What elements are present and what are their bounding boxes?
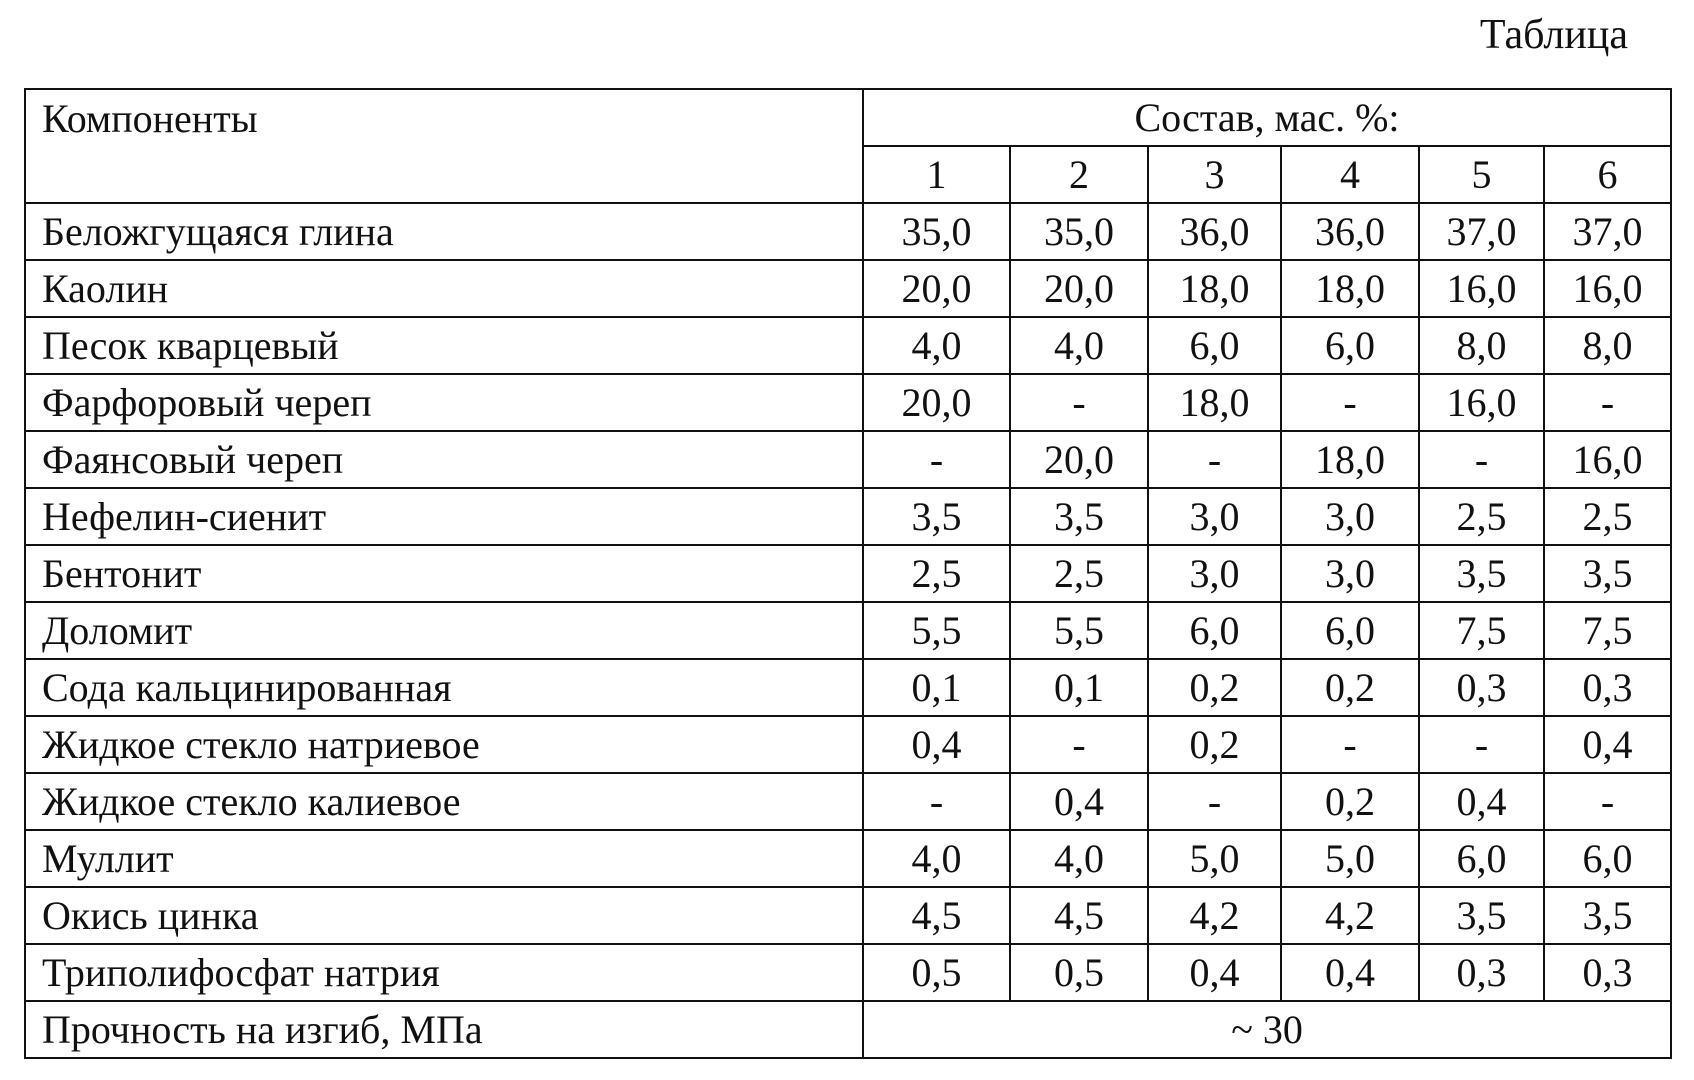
table-row bbox=[25, 488, 1671, 545]
component-name: Бентонит bbox=[25, 545, 863, 602]
component-name: Сода кальцинированная bbox=[25, 659, 863, 716]
composition-value: 3,5 bbox=[863, 488, 1010, 545]
composition-value: 20,0 bbox=[1010, 431, 1148, 488]
summary-value: ~ 30 bbox=[863, 1001, 1671, 1058]
component-name: Жидкое стекло натриевое bbox=[25, 716, 863, 773]
table-row bbox=[25, 773, 1671, 830]
composition-value: 36,0 bbox=[1148, 203, 1281, 260]
summary-label: Прочность на изгиб, МПа bbox=[25, 1001, 863, 1058]
composition-value: 0,3 bbox=[1419, 944, 1544, 1001]
composition-value: 4,2 bbox=[1281, 887, 1419, 944]
composition-value: 0,3 bbox=[1544, 944, 1671, 1001]
composition-value: 37,0 bbox=[1419, 203, 1544, 260]
composition-value: 6,0 bbox=[1148, 602, 1281, 659]
composition-value: 35,0 bbox=[863, 203, 1010, 260]
table-row bbox=[25, 944, 1671, 1001]
table-caption: Таблица bbox=[1479, 12, 1628, 58]
composition-value: - bbox=[863, 431, 1010, 488]
composition-header: Состав, мас. %: bbox=[863, 89, 1671, 146]
composition-value: 2,5 bbox=[863, 545, 1010, 602]
composition-value: 6,0 bbox=[1544, 830, 1671, 887]
composition-value: 2,5 bbox=[1544, 488, 1671, 545]
composition-value: 0,1 bbox=[1010, 659, 1148, 716]
composition-value: 3,0 bbox=[1281, 488, 1419, 545]
component-name: Нефелин-сиенит bbox=[25, 488, 863, 545]
composition-value: 0,3 bbox=[1419, 659, 1544, 716]
composition-value: 5,0 bbox=[1281, 830, 1419, 887]
component-name: Муллит bbox=[25, 830, 863, 887]
column-number: 6 bbox=[1544, 146, 1671, 203]
composition-value: 0,1 bbox=[863, 659, 1010, 716]
composition-value: 20,0 bbox=[863, 260, 1010, 317]
composition-value: 4,0 bbox=[1010, 830, 1148, 887]
composition-value: 2,5 bbox=[1010, 545, 1148, 602]
composition-value: 5,0 bbox=[1148, 830, 1281, 887]
composition-value: 7,5 bbox=[1419, 602, 1544, 659]
composition-value: 3,5 bbox=[1419, 545, 1544, 602]
composition-value: 0,4 bbox=[1148, 944, 1281, 1001]
composition-value: 2,5 bbox=[1419, 488, 1544, 545]
column-number: 3 bbox=[1148, 146, 1281, 203]
composition-value: - bbox=[1419, 716, 1544, 773]
component-name: Песок кварцевый bbox=[25, 317, 863, 374]
composition-table bbox=[24, 88, 1672, 1059]
components-header: Компоненты bbox=[25, 89, 863, 203]
table-row bbox=[25, 602, 1671, 659]
composition-value: 16,0 bbox=[1544, 431, 1671, 488]
composition-value: 0,4 bbox=[1544, 716, 1671, 773]
column-number: 4 bbox=[1281, 146, 1419, 203]
column-number: 5 bbox=[1419, 146, 1544, 203]
composition-value: 18,0 bbox=[1281, 260, 1419, 317]
table-row bbox=[25, 374, 1671, 431]
component-name: Триполифосфат натрия bbox=[25, 944, 863, 1001]
composition-value: - bbox=[1544, 374, 1671, 431]
composition-value: - bbox=[1544, 773, 1671, 830]
table-row bbox=[25, 431, 1671, 488]
component-name: Окись цинка bbox=[25, 887, 863, 944]
composition-value: - bbox=[1281, 716, 1419, 773]
composition-value: 6,0 bbox=[1281, 317, 1419, 374]
composition-value: 4,5 bbox=[1010, 887, 1148, 944]
composition-value: 18,0 bbox=[1148, 260, 1281, 317]
composition-value: - bbox=[1010, 374, 1148, 431]
composition-value: 0,2 bbox=[1148, 716, 1281, 773]
composition-value: 0,5 bbox=[863, 944, 1010, 1001]
composition-value: - bbox=[1148, 431, 1281, 488]
composition-value: 37,0 bbox=[1544, 203, 1671, 260]
component-name: Фарфоровый череп bbox=[25, 374, 863, 431]
composition-value: 16,0 bbox=[1544, 260, 1671, 317]
composition-value: - bbox=[1010, 716, 1148, 773]
composition-value: 3,5 bbox=[1544, 887, 1671, 944]
table-row bbox=[25, 317, 1671, 374]
composition-value: 3,5 bbox=[1010, 488, 1148, 545]
summary-row bbox=[25, 1001, 1671, 1058]
composition-value: 4,2 bbox=[1148, 887, 1281, 944]
composition-value: 20,0 bbox=[1010, 260, 1148, 317]
composition-value: 18,0 bbox=[1148, 374, 1281, 431]
composition-value: 6,0 bbox=[1419, 830, 1544, 887]
composition-value: 4,5 bbox=[863, 887, 1010, 944]
composition-value: 4,0 bbox=[863, 830, 1010, 887]
composition-value: 35,0 bbox=[1010, 203, 1148, 260]
component-name: Беложгущаяся глина bbox=[25, 203, 863, 260]
component-name: Доломит bbox=[25, 602, 863, 659]
table-row bbox=[25, 830, 1671, 887]
composition-value: 8,0 bbox=[1544, 317, 1671, 374]
composition-value: 0,5 bbox=[1010, 944, 1148, 1001]
composition-value: - bbox=[1419, 431, 1544, 488]
composition-value: 3,0 bbox=[1148, 488, 1281, 545]
composition-value: 0,2 bbox=[1281, 773, 1419, 830]
composition-value: 0,3 bbox=[1544, 659, 1671, 716]
composition-value: 7,5 bbox=[1544, 602, 1671, 659]
composition-value: 3,5 bbox=[1544, 545, 1671, 602]
composition-value: - bbox=[1281, 374, 1419, 431]
composition-value: 0,2 bbox=[1148, 659, 1281, 716]
composition-value: 6,0 bbox=[1281, 602, 1419, 659]
composition-value: - bbox=[863, 773, 1010, 830]
composition-value: 8,0 bbox=[1419, 317, 1544, 374]
table-row bbox=[25, 716, 1671, 773]
composition-value: 5,5 bbox=[863, 602, 1010, 659]
table-row bbox=[25, 203, 1671, 260]
composition-value: 18,0 bbox=[1281, 431, 1419, 488]
composition-value: 4,0 bbox=[1010, 317, 1148, 374]
composition-value: 20,0 bbox=[863, 374, 1010, 431]
component-name: Каолин bbox=[25, 260, 863, 317]
composition-value: 16,0 bbox=[1419, 374, 1544, 431]
composition-value: 3,5 bbox=[1419, 887, 1544, 944]
composition-value: 6,0 bbox=[1148, 317, 1281, 374]
component-name: Фаянсовый череп bbox=[25, 431, 863, 488]
column-number: 1 bbox=[863, 146, 1010, 203]
table-row bbox=[25, 659, 1671, 716]
composition-value: 4,0 bbox=[863, 317, 1010, 374]
composition-value: 0,4 bbox=[1010, 773, 1148, 830]
composition-value: - bbox=[1148, 773, 1281, 830]
composition-value: 3,0 bbox=[1148, 545, 1281, 602]
composition-value: 0,4 bbox=[863, 716, 1010, 773]
composition-value: 0,4 bbox=[1281, 944, 1419, 1001]
composition-value: 5,5 bbox=[1010, 602, 1148, 659]
table-row bbox=[25, 545, 1671, 602]
table-row bbox=[25, 260, 1671, 317]
composition-value: 16,0 bbox=[1419, 260, 1544, 317]
composition-value: 0,4 bbox=[1419, 773, 1544, 830]
composition-value: 36,0 bbox=[1281, 203, 1419, 260]
header-row bbox=[25, 89, 1671, 146]
composition-value: 3,0 bbox=[1281, 545, 1419, 602]
table-row bbox=[25, 887, 1671, 944]
column-number: 2 bbox=[1010, 146, 1148, 203]
component-name: Жидкое стекло калиевое bbox=[25, 773, 863, 830]
composition-value: 0,2 bbox=[1281, 659, 1419, 716]
